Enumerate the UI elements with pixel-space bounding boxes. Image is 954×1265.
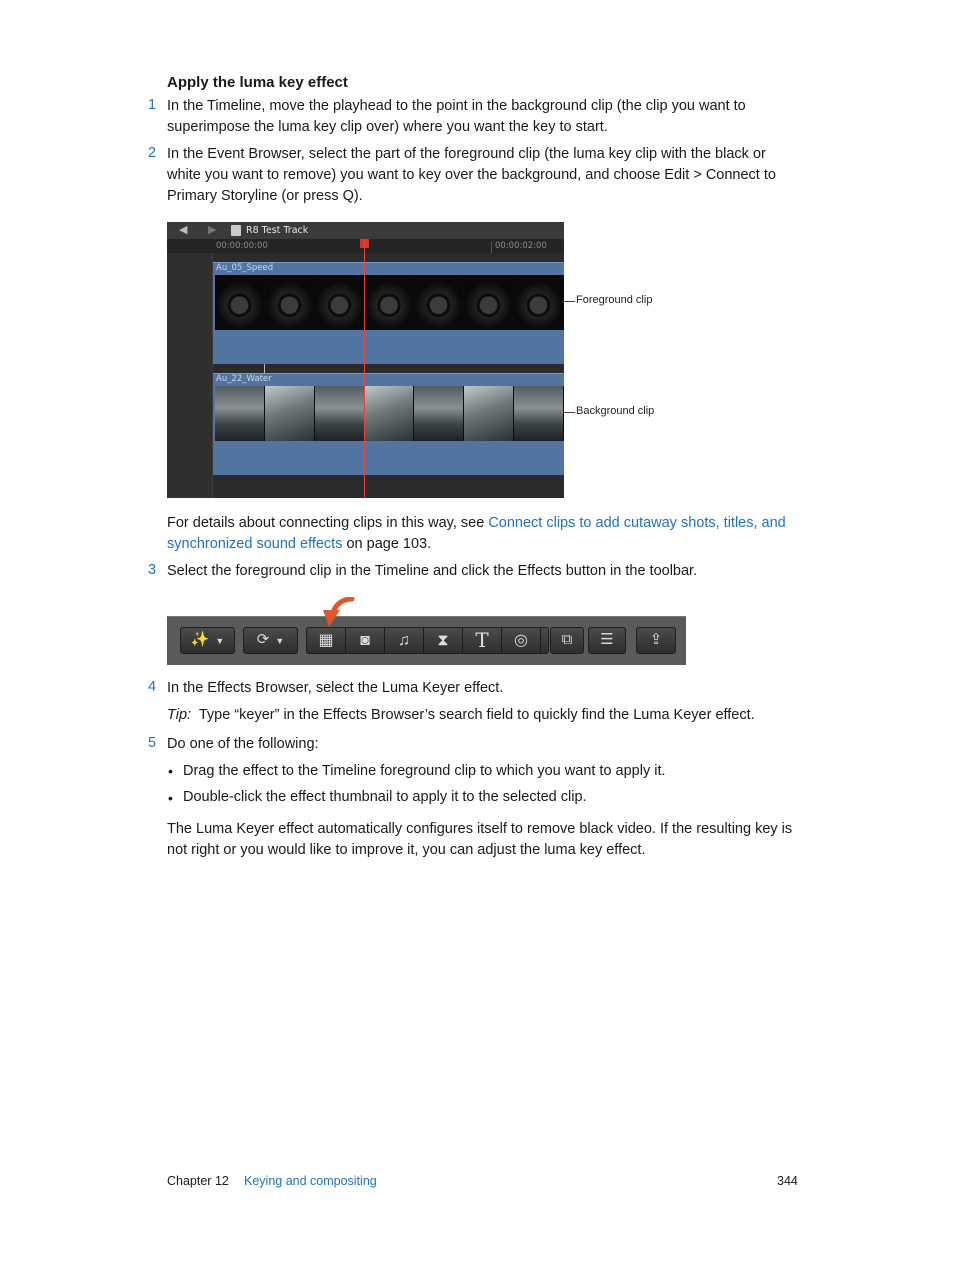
music-button[interactable] [385,628,424,653]
tip [167,705,807,726]
back-arrow-icon[interactable]: ◀ [179,223,188,236]
share-icon: ⇪ [649,631,663,648]
transitions-icon: ⧗ [437,632,449,649]
closing-paragraph: The Luma Keyer effect automatically configures itself to remove black video. If the resulting key is not right or you would like to improve it, you can adjust the luma key effect. [167,821,793,858]
titles-button[interactable] [463,628,502,653]
tip-label: Tip: [167,707,192,723]
magic-wand-button[interactable] [180,627,235,654]
details-suffix: on page 103. [342,536,432,552]
camera-icon: ◙ [360,632,370,649]
themes-button[interactable] [550,627,584,654]
footer-chapter-label: Chapter 12 [167,1174,229,1188]
filmstrip-frame [414,386,464,441]
bullet-item-1: Drag the effect to the Timeline foreground clip to which you want to apply it. [183,763,666,779]
step-text-4: In the Effects Browser, select the Luma Keyer effect. [167,680,504,696]
connect-clips-link[interactable]: Connect clips to add cutaway shots, titles, and synchronized sound effects [167,515,786,552]
inspector-icon: ☰ [600,631,614,648]
share-button[interactable] [636,627,676,654]
step-number-5: 5 [148,735,157,751]
filmstrip-frame [414,275,464,330]
timecode-end: 00:00:02:00 [495,241,547,251]
callout-foreground: Foreground clip [576,294,653,306]
timecode-start: 00:00:00:00 [216,241,268,251]
photos-button[interactable] [346,628,385,653]
step-text-2: In the Event Browser, select the part of the foreground clip (the luma key clip with the black or white you want to remove) you want to key over the background, and choose Edit > Connect to Primary Storyline (or press Q). [167,146,776,204]
timeline-gutter [167,253,213,498]
filmstrip-frame [464,386,514,441]
filmstrip-frame [265,275,315,330]
footer-chapter-link[interactable]: Keying and compositing [244,1174,377,1188]
bullet-marker: • [168,790,173,806]
transitions-button[interactable] [424,628,463,653]
details-prefix: For details about connecting clips in this way, see [167,515,489,531]
magic-wand-icon: ✨ [190,631,210,648]
bullet-marker: • [168,763,173,779]
filmstrip-frame [215,386,265,441]
step-number-4: 4 [148,679,157,695]
generators-icon: ◎ [514,632,528,649]
effects-icon: ▦ [318,632,334,649]
dropdown-arrow-icon: ▼ [275,636,285,646]
page-number: 344 [777,1174,798,1188]
media-browser-buttons [306,627,549,654]
retime-icon: ⟳ [256,631,270,648]
step-number-2: 2 [148,145,157,161]
background-clip[interactable] [213,373,564,475]
filmstrip-frame [514,275,564,330]
music-icon: ♫ [398,632,410,649]
callout-background: Background clip [576,405,655,417]
background-clip-name: Au_22_Water [216,374,272,384]
tip-text: Type “keyer” in the Effects Browser’s search field to quickly find the Luma Keyer effect. [198,707,755,723]
callout-line-foreground [564,301,575,302]
filmstrip-frame [464,275,514,330]
step-number-3: 3 [148,562,157,578]
callout-line-background [564,412,575,413]
background-filmstrip [215,386,564,441]
filmstrip-frame [315,386,365,441]
bullet-item-2: Double-click the effect thumbnail to apply it to the selected clip. [183,789,587,805]
step-text-5: Do one of the following: [167,736,319,752]
filmstrip-frame [365,275,415,330]
forward-arrow-icon[interactable]: ▶ [208,223,217,236]
filmstrip-frame [365,386,415,441]
step-text-1: In the Timeline, move the playhead to the point in the background clip (the clip you want to superimpose the luma key clip over) where you want the key to start. [167,98,746,135]
effects-button[interactable] [307,628,346,653]
pointer-arrow-icon [318,597,356,631]
toolbar-screenshot [167,616,686,665]
filmstrip-frame [514,386,564,441]
ruler-tick [491,241,492,253]
titles-icon: T [475,628,489,652]
section-heading: Apply the luma key effect [167,74,348,91]
themes-icon: ⧉ [561,631,573,648]
project-title: R8 Test Track [246,225,309,236]
timeline-toolbar [167,222,564,240]
foreground-clip[interactable] [213,262,564,364]
generators-button[interactable] [502,628,541,653]
project-icon [231,225,241,236]
foreground-clip-name: Au_05_Speed [216,263,274,273]
dropdown-arrow-icon: ▼ [215,636,225,646]
timeline-screenshot [167,222,564,498]
filmstrip-frame [315,275,365,330]
details-paragraph [167,513,799,555]
filmstrip-frame [215,275,265,330]
playhead[interactable] [364,239,365,498]
step-text-3: Select the foreground clip in the Timeline and click the Effects button in the toolbar. [167,563,698,579]
inspector-button[interactable] [588,627,626,654]
step-number-1: 1 [148,97,157,113]
filmstrip-frame [265,386,315,441]
foreground-filmstrip [215,275,564,330]
retime-button[interactable] [243,627,298,654]
